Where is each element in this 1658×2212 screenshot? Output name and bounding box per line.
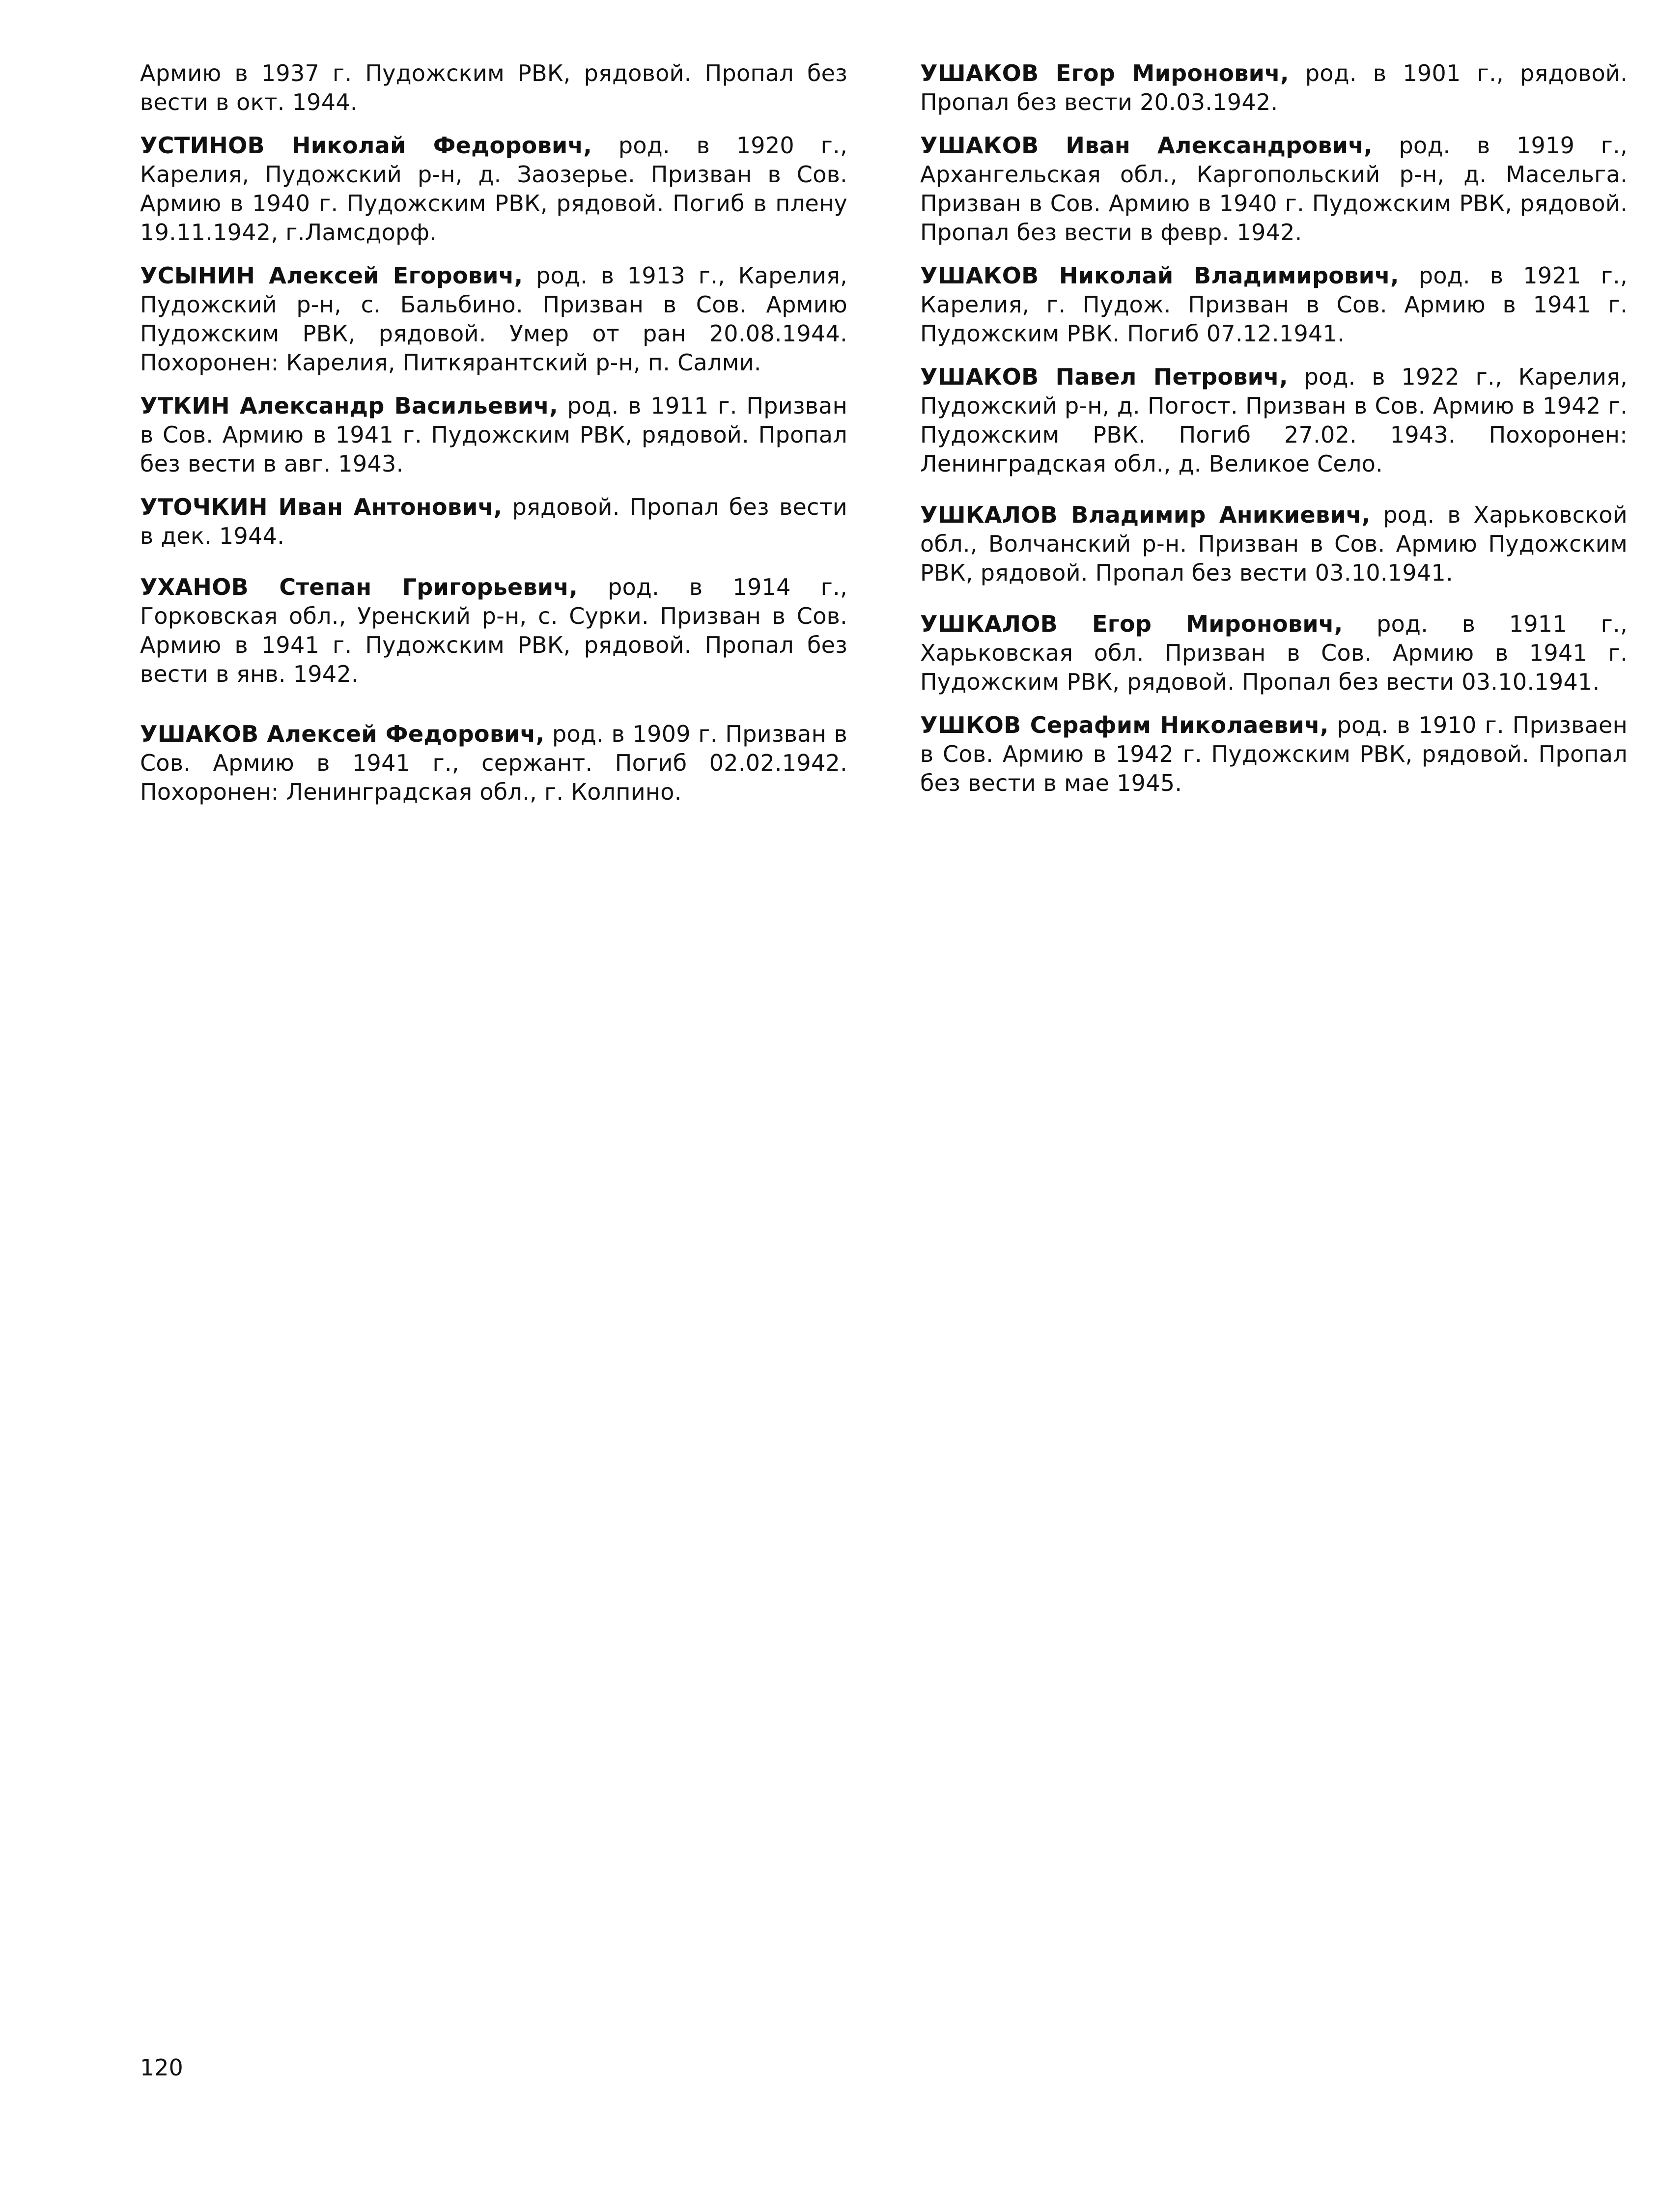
entry-name: УШКАЛОВ Егор Миронович, — [920, 611, 1343, 637]
entry-continuation — [140, 59, 847, 117]
right-column — [920, 59, 1628, 812]
entry-name: УШАКОВ Иван Александрович, — [920, 132, 1373, 159]
entry-name: УТКИН Александр Васильевич, — [140, 392, 558, 419]
entry-name: УТОЧКИН Иван Антонович, — [140, 494, 503, 520]
entry-text: род. в 1901 г., рядовой. Пропал без вести 20.03.1942. — [920, 60, 1628, 115]
entry-ushakov-egor — [920, 59, 1628, 117]
entry-text: род. в 1921 г., Карелия, г. Пудож. Призван в Сов. Армию в 1941 г. Пудожским РВК. Погиб 07.12.1941. — [920, 262, 1628, 347]
entry-text: род. в 1909 г. Призван в Сов. Армию в 1941 г., сержант. Погиб 02.02.1942. Похоронен: Ленинградская обл., г. Колпино. — [140, 721, 847, 805]
entry-text: род. в 1911 г., Харьковская обл. Призван в Сов. Армию в 1941 г. Пудожским РВК, рядовой. Пропал без вести 03.10.1941. — [920, 611, 1628, 695]
entry-name: УСЫНИН Алексей Егорович, — [140, 262, 523, 289]
entry-ustinov — [140, 131, 847, 247]
entry-text: род. в 1914 г., Горковская обл., Уренский р-н, с. Сурки. Призван в Сов. Армию в 1941 г. Пудожским РВК, рядовой. Пропал без вести в янв. 1942. — [140, 574, 847, 687]
entry-text: род. в 1913 г., Карелия, Пудожский р-н, с. Бальбино. Призван в Сов. Армию Пудожским РВК, рядовой. Умер от ран 20.08.1944. Похоронен: Карелия, Питкярантский р-н, п. Салми. — [140, 262, 848, 376]
entry-ukhanov — [140, 573, 847, 689]
entry-name: УШАКОВ Алексей Федорович, — [140, 721, 545, 747]
entry-ushakov-ivan — [920, 131, 1628, 247]
entry-ushakov-pavel — [920, 363, 1628, 478]
entry-name: УШАКОВ Егор Миронович, — [920, 60, 1289, 86]
entry-name: УСТИНОВ Николай Федорович, — [140, 132, 592, 159]
entry-ushkalov-vladimir — [920, 501, 1628, 588]
entry-ushakov-aleksey — [140, 720, 847, 807]
left-column — [140, 59, 847, 821]
entry-text: Армию в 1937 г. Пудожским РВК, рядовой. Пропал без вести в окт. 1944. — [140, 60, 847, 115]
entry-name: УХАНОВ Степан Григорьевич, — [140, 574, 578, 600]
entry-name: УШКАЛОВ Владимир Аникиевич, — [920, 502, 1371, 528]
entry-text: род. в 1911 г. Призван в Сов. Армию в 1941 г. Пудожским РВК, рядовой. Пропал без вести в авг. 1943. — [140, 392, 847, 477]
entry-utochkin — [140, 493, 847, 551]
entry-text: род. в Харьковской обл., Волчанский р-н. Призван в Сов. Армию Пудожским РВК, рядовой. Пропал без вести 03.10.1941. — [920, 502, 1628, 586]
entry-ushakov-nikolay — [920, 261, 1628, 348]
entry-text: род. в 1910 г. Призваен в Сов. Армию в 1942 г. Пудожским РВК, рядовой. Пропал без вести в мае 1945. — [920, 712, 1628, 796]
entry-text: род. в 1922 г., Карелия, Пудожский р-н, д. Погост. Призван в Сов. Армию в 1942 г. Пудожским РВК. Погиб 27.02. 1943. Похоронен: Ленинградская обл., д. Великое Село. — [920, 364, 1628, 477]
entry-name: УШАКОВ Николай Владимирович, — [920, 262, 1399, 289]
entry-name: УШКОВ Серафим Николаевич, — [920, 712, 1329, 738]
entry-name: УШАКОВ Павел Петрович, — [920, 364, 1288, 390]
entry-usynin — [140, 261, 847, 377]
entry-text: род. в 1919 г., Архангельская обл., Каргопольский р-н, д. Масельга. Призван в Сов. Армию в 1940 г. Пудожским РВК, рядовой. Пропал без вести в февр. 1942. — [920, 132, 1628, 246]
entry-ushkalov-egor — [920, 610, 1628, 697]
page-number: 120 — [140, 2054, 183, 2081]
entry-ushkov-serafim — [920, 711, 1628, 798]
entry-utkin — [140, 392, 847, 478]
entry-text: рядовой. Пропал без вести в дек. 1944. — [140, 494, 847, 549]
entry-text: род. в 1920 г., Карелия, Пудожский р-н, д. Заозерье. Призван в Сов. Армию в 1940 г. Пудожским РВК, рядовой. Погиб в плену 19.11.1942, г.Ламсдорф. — [140, 132, 847, 246]
